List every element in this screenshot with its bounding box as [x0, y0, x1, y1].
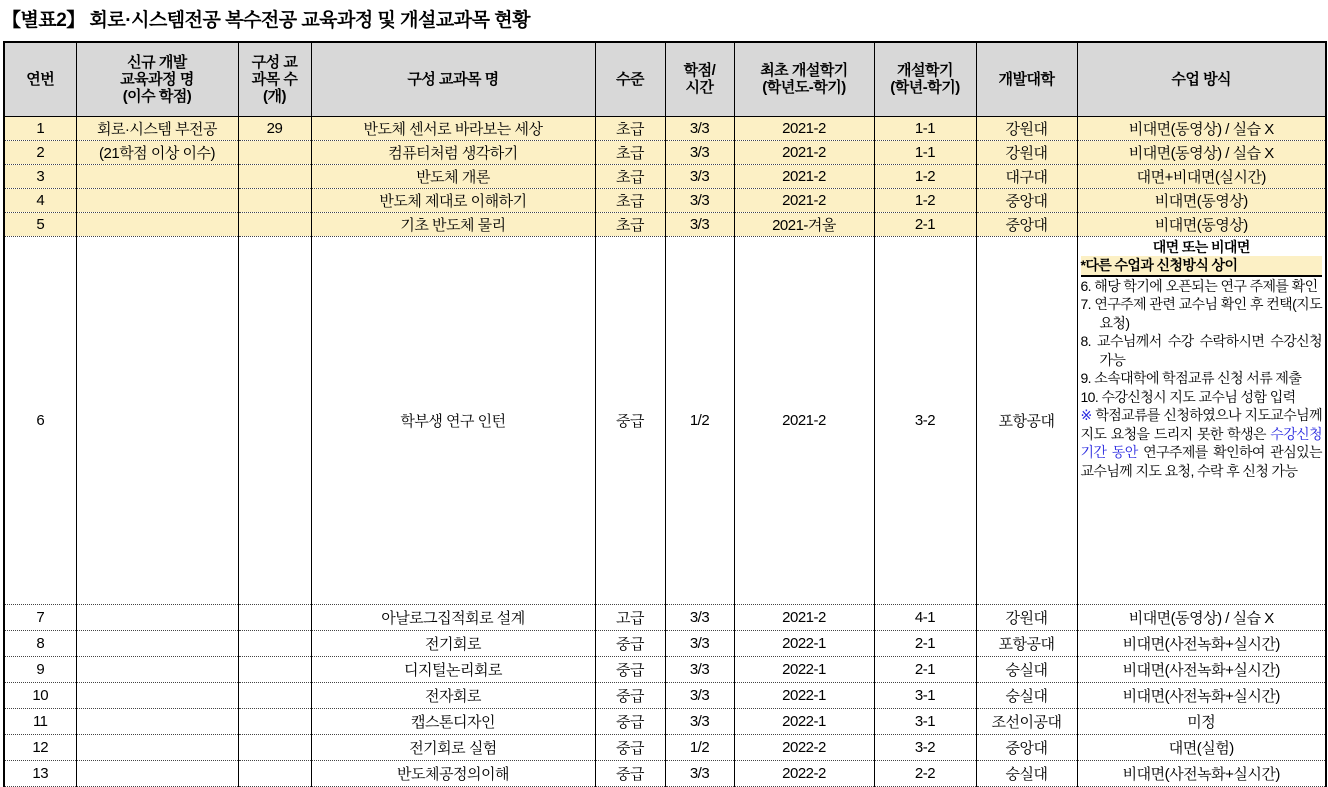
cell-first: 2021-겨울: [734, 212, 874, 236]
cell-credit: 3/3: [665, 682, 734, 708]
cell-no: 6: [4, 236, 76, 604]
header-row: [4, 42, 1326, 116]
cell-semester: 2-1: [874, 656, 976, 682]
header-credit: [665, 42, 734, 116]
table-row-2: [4, 140, 1326, 164]
cell-credit: 3/3: [665, 116, 734, 140]
cell-no: 10: [4, 682, 76, 708]
cell-univ: 숭실대: [976, 760, 1077, 786]
cell-no: 8: [4, 630, 76, 656]
cell-program: [76, 188, 238, 212]
header-line: 구성 교: [251, 53, 298, 71]
cell-program: [76, 164, 238, 188]
note-segment: 연구주제를 확인하여 관심있는 교수님께 지도 요청, 수락 후 신청 가능: [1080, 444, 1322, 479]
table-row-13: [4, 760, 1326, 786]
header-line: 수준: [616, 70, 644, 88]
cell-no: 1: [4, 116, 76, 140]
cell-count: [238, 656, 311, 682]
cell-course: 반도체 제대로 이해하기: [311, 188, 595, 212]
cell-semester: 2-1: [874, 212, 976, 236]
note-segment-blue: 수강신청 기간 동안: [1080, 425, 1322, 460]
cell-level: 중급: [595, 630, 665, 656]
cell-course: 전기회로: [311, 630, 595, 656]
table-row-9: [4, 656, 1326, 682]
cell-no: 3: [4, 164, 76, 188]
method-note: [1081, 406, 1323, 480]
method-step: 7. 연구주제 관련 교수님 확인 후 컨택(지도요청): [1080, 296, 1322, 331]
page-title: 【별표2】 회로·시스템전공 복수전공 교육과정 및 개설교과목 현황: [2, 10, 530, 31]
cell-no: 13: [4, 760, 76, 786]
header-line: (개): [263, 87, 286, 105]
cell-univ: 대구대: [976, 164, 1077, 188]
header-line: (학년도-학기): [762, 79, 846, 97]
cell-level: 초급: [595, 212, 665, 236]
table-row-5: [4, 212, 1326, 236]
cell-method-detail: [1077, 236, 1326, 604]
header-line: 최초 개설학기: [760, 62, 848, 80]
header-course: [311, 42, 595, 116]
cell-first: 2022-2: [734, 734, 874, 760]
cell-semester: 3-1: [874, 682, 976, 708]
cell-method: 비대면(동영상): [1077, 188, 1326, 212]
cell-count: [238, 236, 311, 604]
table-row-8: [4, 630, 1326, 656]
cell-univ: 중앙대: [976, 212, 1077, 236]
method-step: 10. 수강신청시 지도 교수님 성함 입력: [1080, 388, 1296, 405]
cell-level: 중급: [595, 734, 665, 760]
note-segment: 학점교류를 신청하였으나 지도교수님께 지도 요청을 드리지 못한 학생은: [1080, 407, 1322, 442]
cell-credit: 1/2: [665, 734, 734, 760]
table-header: [4, 42, 1326, 116]
cell-semester: 1-2: [874, 164, 976, 188]
cell-semester: 1-2: [874, 188, 976, 212]
cell-program: [76, 656, 238, 682]
table-row-4: [4, 188, 1326, 212]
cell-program: (21학점 이상 이수): [76, 140, 238, 164]
cell-semester: 1-1: [874, 140, 976, 164]
cell-level: 중급: [595, 236, 665, 604]
cell-count: [238, 188, 311, 212]
header-line: 수업 방식: [1171, 70, 1232, 88]
cell-method: 대면+비대면(실시간): [1077, 164, 1326, 188]
cell-first: 2022-2: [734, 760, 874, 786]
note-segment-blue: ※: [1080, 407, 1096, 423]
cell-course: 반도체공정의이해: [311, 760, 595, 786]
header-count: [238, 42, 311, 116]
cell-univ: 중앙대: [976, 734, 1077, 760]
cell-credit: 3/3: [665, 164, 734, 188]
cell-credit: 1/2: [665, 236, 734, 604]
cell-credit: 3/3: [665, 630, 734, 656]
header-no: [4, 42, 76, 116]
cell-univ: 포항공대: [976, 630, 1077, 656]
cell-level: 초급: [595, 116, 665, 140]
cell-credit: 3/3: [665, 656, 734, 682]
cell-program: [76, 630, 238, 656]
cell-no: 11: [4, 708, 76, 734]
header-university: [976, 42, 1077, 116]
cell-first: 2021-2: [734, 140, 874, 164]
cell-level: 중급: [595, 708, 665, 734]
cell-count: [238, 212, 311, 236]
cell-course: 기초 반도체 물리: [311, 212, 595, 236]
table-body: [4, 116, 1326, 787]
cell-level: 초급: [595, 164, 665, 188]
cell-method: 비대면(사전녹화+실시간): [1077, 760, 1326, 786]
cell-method: 비대면(사전녹화+실시간): [1077, 630, 1326, 656]
cell-semester: 3-1: [874, 708, 976, 734]
table-row-3: [4, 164, 1326, 188]
header-line: (학년-학기): [890, 79, 960, 97]
cell-method: 대면(실험): [1077, 734, 1326, 760]
cell-count: [238, 604, 311, 630]
cell-semester: 2-2: [874, 760, 976, 786]
header-line: 구성 교과목 명: [407, 70, 499, 88]
cell-course: 반도체 개론: [311, 164, 595, 188]
cell-method: 비대면(동영상) / 실습 X: [1077, 140, 1326, 164]
cell-course: 전기회로 실험: [311, 734, 595, 760]
cell-no: 2: [4, 140, 76, 164]
header-program: [76, 42, 238, 116]
header-first-semester: [734, 42, 874, 116]
header-line: 학점/: [683, 62, 716, 80]
header-line: (이수 학점): [122, 87, 192, 105]
method-subtitle-highlighted: *다른 수업과 신청방식 상이: [1081, 256, 1323, 277]
cell-count: [238, 682, 311, 708]
cell-course: 컴퓨터처럼 생각하기: [311, 140, 595, 164]
cell-level: 초급: [595, 140, 665, 164]
cell-program: [76, 734, 238, 760]
header-line: 개발대학: [998, 70, 1055, 88]
table-row-1: [4, 116, 1326, 140]
table-row-6: [4, 236, 1326, 604]
cell-method: 비대면(사전녹화+실시간): [1077, 682, 1326, 708]
header-line: 교육과정 명: [120, 70, 194, 88]
cell-credit: 3/3: [665, 140, 734, 164]
cell-course: 전자회로: [311, 682, 595, 708]
cell-semester: 1-1: [874, 116, 976, 140]
cell-level: 중급: [595, 656, 665, 682]
cell-semester: 2-1: [874, 630, 976, 656]
cell-count: [238, 734, 311, 760]
method-step: 8. 교수님께서 수강 수락하시면 수강신청 가능: [1080, 333, 1322, 368]
cell-first: 2022-1: [734, 630, 874, 656]
cell-count: 29: [238, 116, 311, 140]
cell-credit: 3/3: [665, 604, 734, 630]
cell-count: [238, 760, 311, 786]
cell-no: 5: [4, 212, 76, 236]
cell-level: 중급: [595, 682, 665, 708]
cell-first: 2021-2: [734, 236, 874, 604]
cell-method: 비대면(동영상): [1077, 212, 1326, 236]
cell-credit: 3/3: [665, 212, 734, 236]
cell-course: 디지털논리회로: [311, 656, 595, 682]
cell-univ: 중앙대: [976, 188, 1077, 212]
cell-program: [76, 604, 238, 630]
cell-univ: 조선이공대: [976, 708, 1077, 734]
cell-method: 비대면(사전녹화+실시간): [1077, 656, 1326, 682]
cell-first: 2021-2: [734, 604, 874, 630]
cell-level: 고급: [595, 604, 665, 630]
cell-first: 2021-2: [734, 188, 874, 212]
cell-course: 아날로그집적회로 설계: [311, 604, 595, 630]
cell-method: 비대면(동영상) / 실습 X: [1077, 604, 1326, 630]
cell-no: 12: [4, 734, 76, 760]
cell-method: 미정: [1077, 708, 1326, 734]
table-row-7: [4, 604, 1326, 630]
cell-no: 7: [4, 604, 76, 630]
table-row-11: [4, 708, 1326, 734]
header-line: 시간: [685, 79, 714, 97]
cell-semester: 3-2: [874, 734, 976, 760]
curriculum-table: [3, 41, 1327, 787]
cell-first: 2022-1: [734, 708, 874, 734]
cell-no: 9: [4, 656, 76, 682]
method-step: 9. 소속대학에 학점교류 신청 서류 제출: [1080, 370, 1302, 386]
cell-first: 2022-1: [734, 656, 874, 682]
cell-course: 캡스톤디자인: [311, 708, 595, 734]
header-line: 개설학기: [897, 62, 953, 80]
header-line: 과목 수: [251, 70, 298, 88]
cell-credit: 3/3: [665, 188, 734, 212]
cell-univ: 강원대: [976, 116, 1077, 140]
header-level: [595, 42, 665, 116]
cell-program: [76, 212, 238, 236]
cell-course: 반도체 센서로 바라보는 세상: [311, 116, 595, 140]
table-row-12: [4, 734, 1326, 760]
cell-method: 비대면(동영상) / 실습 X: [1077, 116, 1326, 140]
header-semester: [874, 42, 976, 116]
method-step: 6. 해당 학기에 오픈되는 연구 주제를 확인: [1080, 277, 1318, 294]
cell-program: [76, 682, 238, 708]
method-title: 대면 또는 비대면: [1152, 238, 1250, 255]
header-method: [1077, 42, 1326, 116]
cell-credit: 3/3: [665, 708, 734, 734]
cell-count: [238, 164, 311, 188]
cell-first: 2022-1: [734, 682, 874, 708]
cell-count: [238, 630, 311, 656]
cell-credit: 3/3: [665, 760, 734, 786]
cell-program: 회로·시스템 부전공: [76, 116, 238, 140]
cell-course: 학부생 연구 인턴: [311, 236, 595, 604]
cell-level: 중급: [595, 760, 665, 786]
header-line: 연번: [26, 70, 55, 88]
header-line: 신규 개발: [127, 53, 187, 71]
cell-univ: 숭실대: [976, 682, 1077, 708]
cell-first: 2021-2: [734, 164, 874, 188]
cell-univ: 포항공대: [976, 236, 1077, 604]
cell-no: 4: [4, 188, 76, 212]
table-row-10: [4, 682, 1326, 708]
cell-program: [76, 236, 238, 604]
cell-program: [76, 760, 238, 786]
cell-semester: 4-1: [874, 604, 976, 630]
cell-level: 초급: [595, 188, 665, 212]
cell-first: 2021-2: [734, 116, 874, 140]
cell-semester: 3-2: [874, 236, 976, 604]
cell-count: [238, 708, 311, 734]
cell-univ: 숭실대: [976, 656, 1077, 682]
cell-count: [238, 140, 311, 164]
cell-program: [76, 708, 238, 734]
cell-univ: 강원대: [976, 604, 1077, 630]
cell-univ: 강원대: [976, 140, 1077, 164]
